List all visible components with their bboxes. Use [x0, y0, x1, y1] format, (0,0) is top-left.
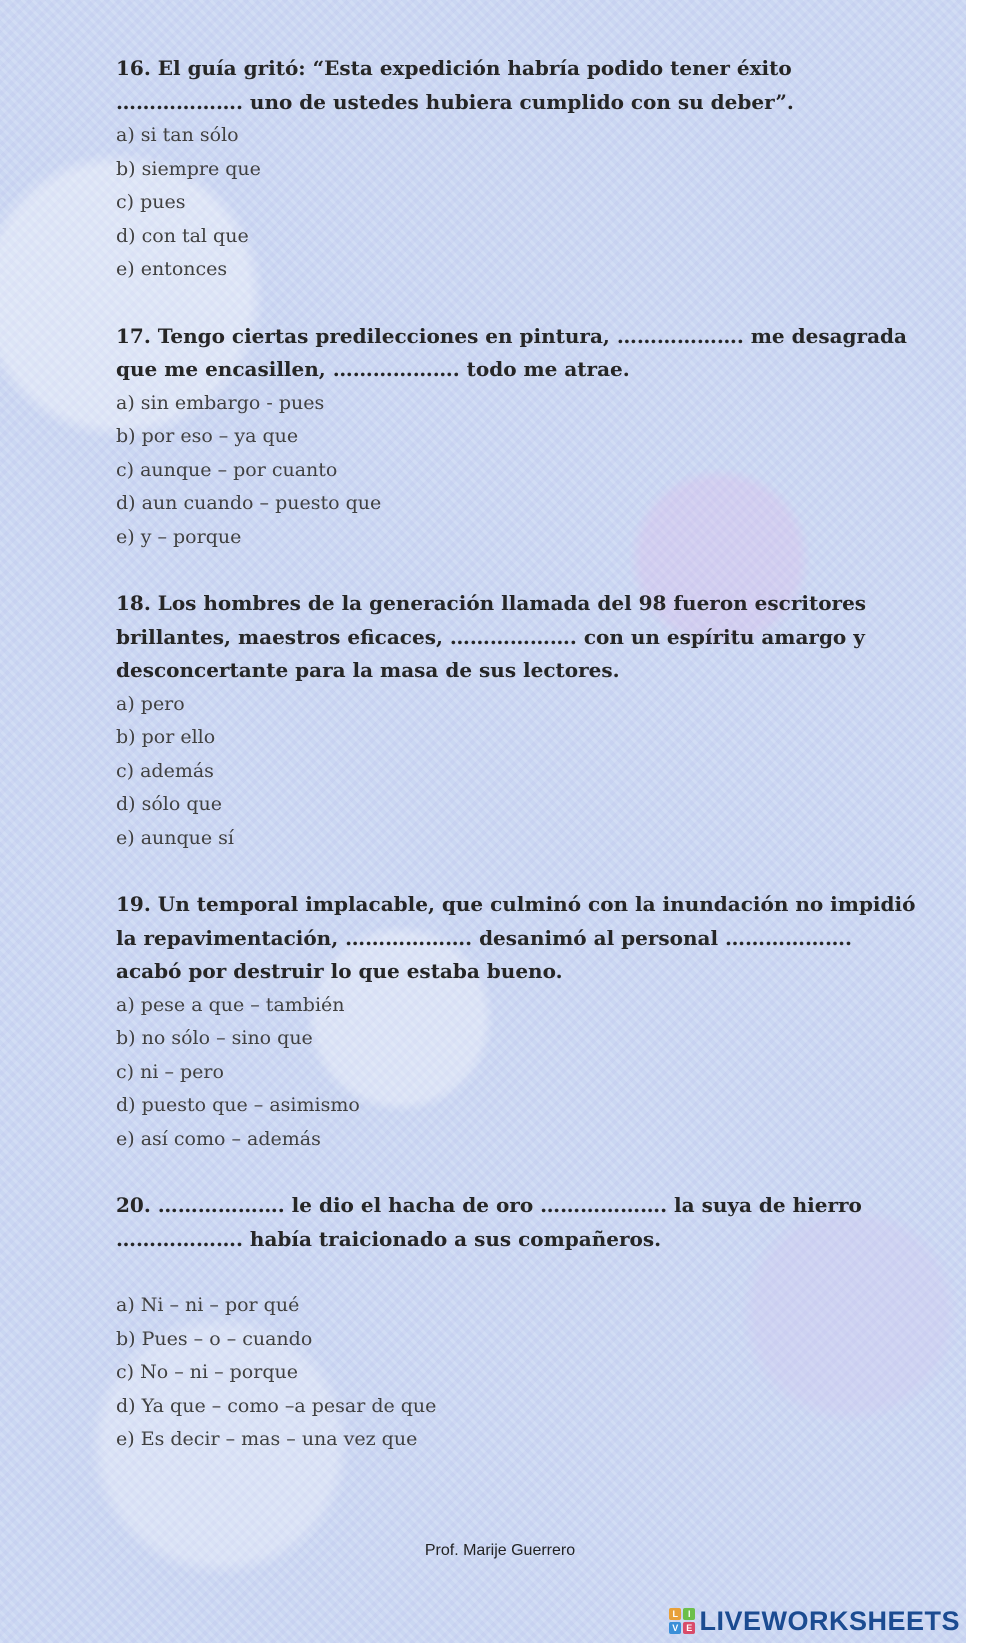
option-18-e[interactable]: e) aunque sí: [116, 826, 235, 849]
question-16: [116, 52, 916, 287]
question-20: [116, 1189, 916, 1457]
question-19-options: [116, 989, 916, 1157]
option-18-b[interactable]: b) por ello: [116, 726, 216, 748]
option-20-a[interactable]: a) Ni – ni – por qué: [116, 1294, 300, 1316]
liveworksheets-brand[interactable]: [669, 1604, 960, 1638]
question-20-options: [116, 1289, 916, 1457]
option-19-d[interactable]: d) puesto que – asimismo: [116, 1094, 360, 1116]
option-17-a[interactable]: a) sin embargo - pues: [116, 391, 325, 414]
option-16-e[interactable]: e) entonces: [116, 258, 228, 280]
logo-letter-e: E: [683, 1622, 695, 1634]
option-16-c[interactable]: c) pues: [116, 191, 186, 213]
brand-name: LIVEWORKSHEETS: [699, 1605, 960, 1636]
question-17-options: [116, 387, 916, 555]
question-19: [116, 888, 916, 1156]
question-17-text: 17. Tengo ciertas predilecciones en pintura, ………………. me desagrada que me encasillen, ………………. todo me atrae.: [116, 323, 907, 381]
question-17: [116, 320, 916, 555]
option-16-d[interactable]: d) con tal que: [116, 224, 249, 247]
option-17-c[interactable]: c) aunque – por cuanto: [116, 458, 338, 481]
option-19-b[interactable]: b) no sólo – sino que: [116, 1027, 313, 1049]
question-16-text: 16. El guía gritó: “Esta expedición habría podido tener éxito ………………. uno de ustedes hubiera cumplido con su deber”.: [116, 56, 794, 114]
question-18: [116, 587, 916, 855]
option-16-a[interactable]: a) si tan sólo: [116, 124, 239, 146]
worksheet-content: [116, 52, 916, 1490]
logo-letter-v: V: [669, 1622, 681, 1634]
logo-letter-i: I: [683, 1608, 695, 1620]
option-18-d[interactable]: d) sólo que: [116, 793, 223, 815]
option-18-a[interactable]: a) pero: [116, 692, 185, 715]
logo-letter-l: L: [669, 1608, 681, 1620]
page-right-margin: [966, 0, 1000, 1643]
option-19-e[interactable]: e) así como – además: [116, 1127, 321, 1150]
liveworksheets-logo-icon: [669, 1608, 695, 1634]
option-20-c[interactable]: c) No – ni – porque: [116, 1361, 298, 1383]
option-17-d[interactable]: d) aun cuando – puesto que: [116, 492, 382, 514]
option-19-c[interactable]: c) ni – pero: [116, 1060, 224, 1083]
option-16-b[interactable]: b) siempre que: [116, 157, 261, 180]
option-18-c[interactable]: c) además: [116, 759, 214, 782]
question-18-text: 18. Los hombres de la generación llamada del 98 fueron escritores brillantes, maestros eficaces, ………………. con un espíritu amargo y desconcertante para la masa de sus lectores.: [116, 591, 867, 682]
question-18-options: [116, 688, 916, 856]
question-16-options: [116, 119, 916, 287]
option-20-d[interactable]: d) Ya que – como –a pesar de que: [116, 1394, 437, 1417]
question-19-text: 19. Un temporal implacable, que culminó con la inundación no impidió la repavimentación, ………………. desanimó al personal ………………. acabó por destruir lo que estaba bueno.: [116, 892, 916, 983]
question-20-text: 20. ………………. le dio el hacha de oro ………………. la suya de hierro ………………. había traicionado a sus compañeros.: [116, 1193, 862, 1251]
option-19-a[interactable]: a) pese a que – también: [116, 993, 345, 1016]
option-17-b[interactable]: b) por eso – ya que: [116, 425, 299, 447]
option-20-b[interactable]: b) Pues – o – cuando: [116, 1327, 313, 1350]
footer-author: Prof. Marije Guerrero: [424, 1542, 576, 1559]
option-17-e[interactable]: e) y – porque: [116, 525, 242, 548]
option-20-e[interactable]: e) Es decir – mas – una vez que: [116, 1428, 418, 1450]
